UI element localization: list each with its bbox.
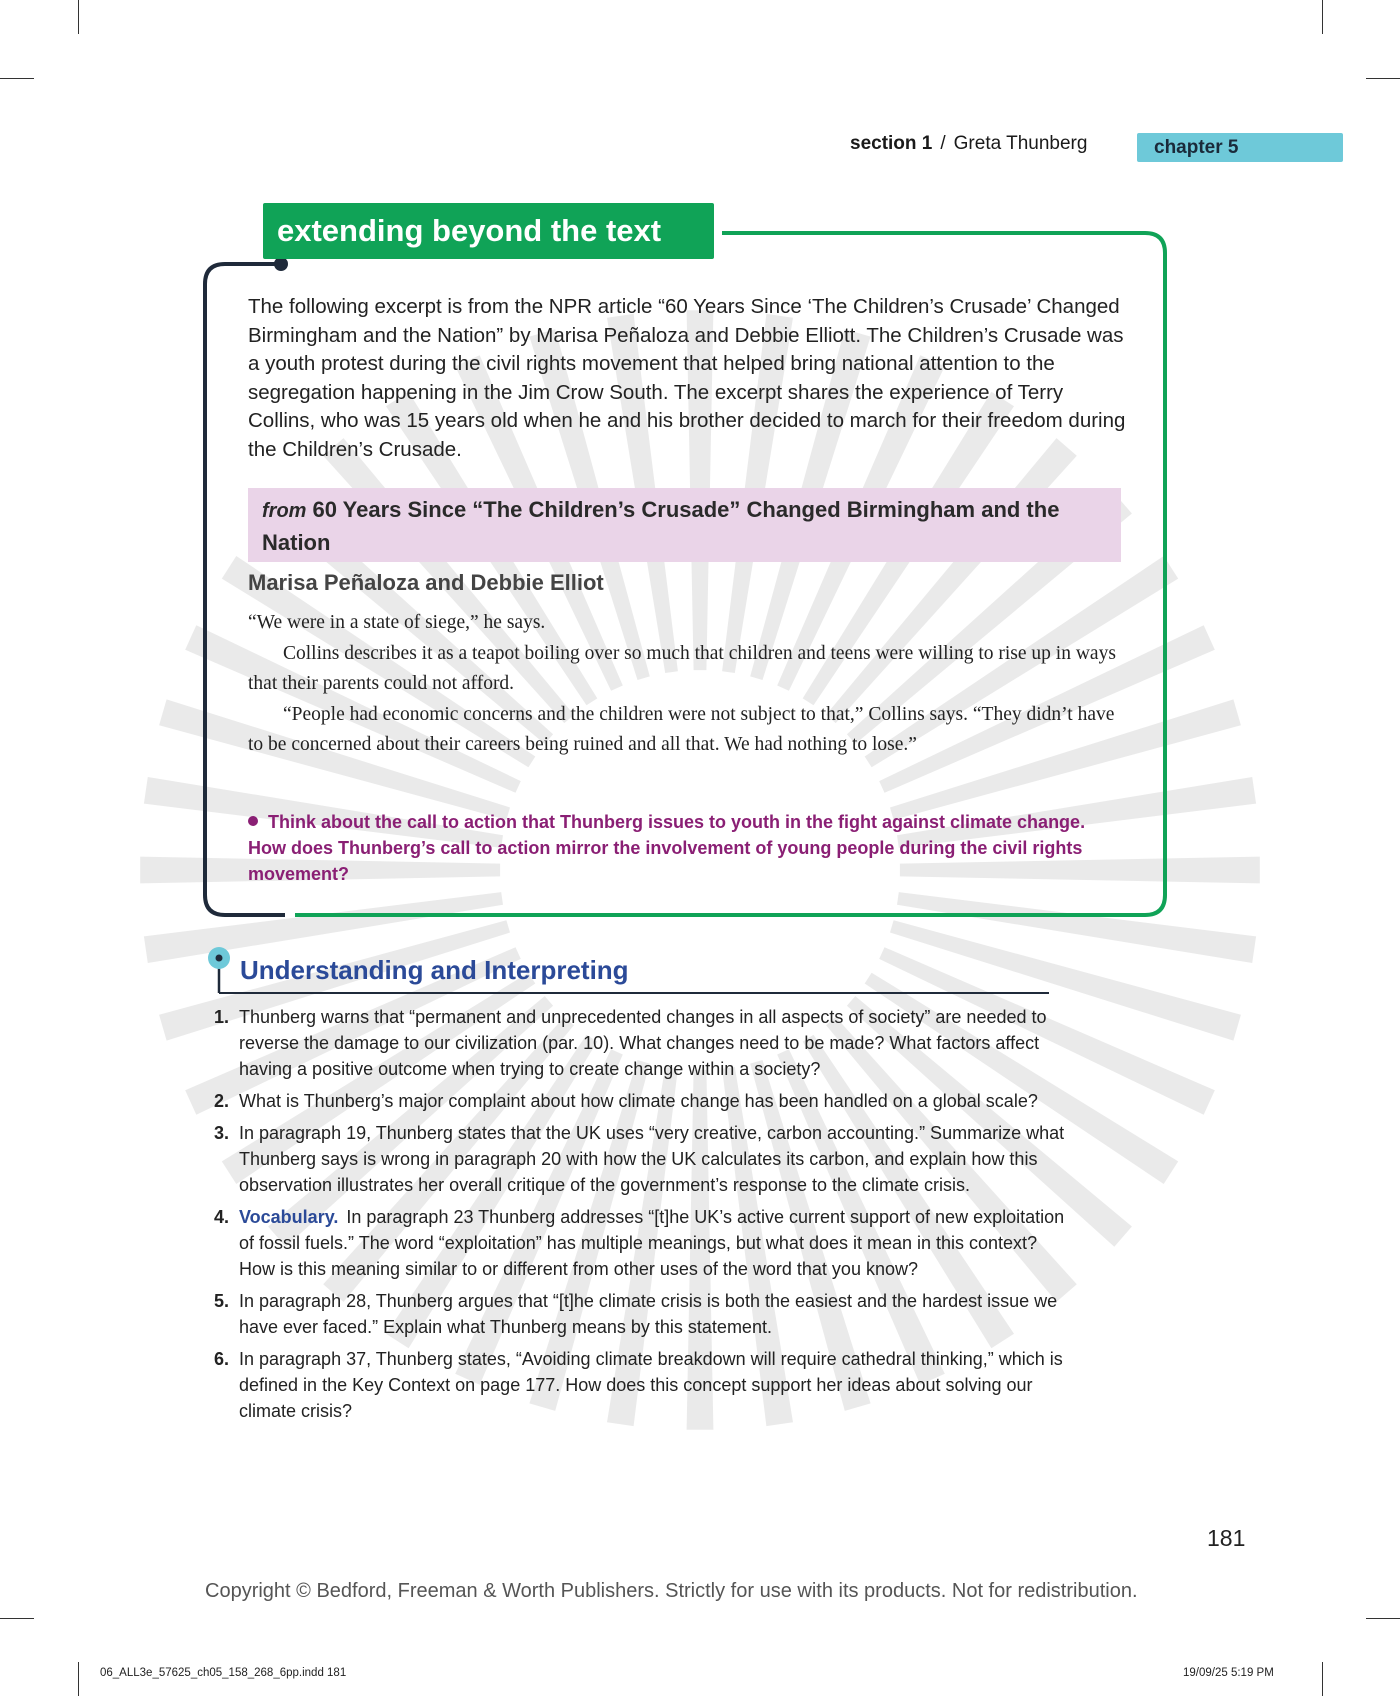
prompt-text: Think about the call to action that Thunberg issues to youth in the fight against climate change. How does Thunberg’s call to action mirror the involvement of young people during the civil rights movement? [248,812,1086,884]
source-title: 60 Years Since “The Children’s Crusade” Changed Birmingham and the Nation [262,497,1060,555]
questions-list [196,1004,1076,1430]
excerpt-paragraph: “People had economic concerns and the children were not subject to that,” Collins says. “They didn’t have to be concerned about their careers being ruined and all that. We had nothing to lose.” [248,703,1115,755]
question-text: In paragraph 37, Thunberg states, “Avoiding climate breakdown will require cathedral thinking,” which is defined in the Key Context on page 177. How does this concept support her ideas about solving our climate crisis? [239,1349,1063,1421]
copyright-notice: Copyright © Bedford, Freeman & Worth Publishers. Strictly for use with its products. Not for redistribution. [205,1580,1138,1602]
question-text: Thunberg warns that “permanent and unprecedented changes in all aspects of society” are needed to reverse the damage to our civilization (par. 10). What changes need to be made? What factors affect having a positive outcome when trying to create change within a society? [239,1007,1047,1079]
author-label: Greta Thunberg [953,133,1088,154]
section-label: section 1 [850,133,933,154]
section-heading: Understanding and Interpreting [240,955,629,985]
question-item [196,1204,1076,1282]
question-item [196,1120,1076,1198]
question-number: 3. [214,1123,230,1143]
excerpt-paragraph: “We were in a state of siege,” he says. [248,612,546,633]
question-number: 2. [214,1091,230,1111]
separator: / [940,133,946,154]
question-text: In paragraph 23 Thunberg addresses “[t]he UK’s active current support of new exploitation of fossil fuels.” The word “exploitation” has multiple meanings, but what does it mean in this context? How is this meaning similar to or different from other uses of the word that you know? [239,1207,1065,1279]
page-number: 181 [1207,1525,1246,1551]
question-number: 5. [214,1291,230,1311]
feature-label: extending beyond the text [263,203,714,259]
chapter-tab: chapter 5 [1137,133,1343,162]
source-authors: Marisa Peñaloza and Debbie Elliot [248,570,604,595]
question-item [196,1346,1076,1424]
feature-intro: The following excerpt is from the NPR article “60 Years Since ‘The Children’s Crusade’ Changed Birmingham and the Nation” by Marisa Peñaloza and Debbie Elliott. The Children’s Crusade was a youth protest during the civil rights movement that helped bring national attention to the segregation happening in the Jim Crow South. The excerpt shares the experience of Terry Collins, who was 15 years old when he and his brother decided to march for their freedom during the Children’s Crusade. [248,295,1126,461]
slug-date: 19/09/25 5:19 PM [1183,1667,1274,1679]
vocabulary-label: Vocabulary. [239,1207,339,1227]
slug-file: 06_ALL3e_57625_ch05_158_268_6pp.indd 181 [100,1667,347,1679]
question-item [196,1288,1076,1340]
source-from: from [262,500,307,522]
question-text: What is Thunberg’s major complaint about how climate change has been handled on a global scale? [239,1091,1038,1111]
question-number: 4. [214,1207,230,1227]
question-item [196,1088,1076,1114]
question-text: In paragraph 19, Thunberg states that the UK uses “very creative, carbon accounting.” Summarize what Thunberg says is wrong in paragraph 20 with how the UK calculates its carbon, and explain how this observation illustrates her overall critique of the government’s response to the climate crisis. [239,1123,1065,1195]
excerpt-paragraph: Collins describes it as a teapot boiling over so much that children and teens were willing to rise up in ways that their parents could not afford. [248,642,1116,694]
question-item [196,1004,1076,1082]
question-number: 1. [214,1007,230,1027]
question-text: In paragraph 28, Thunberg argues that “[t]he climate crisis is both the easiest and the hardest issue we have ever faced.” Explain what Thunberg means by this statement. [239,1291,1058,1337]
question-number: 6. [214,1349,230,1369]
